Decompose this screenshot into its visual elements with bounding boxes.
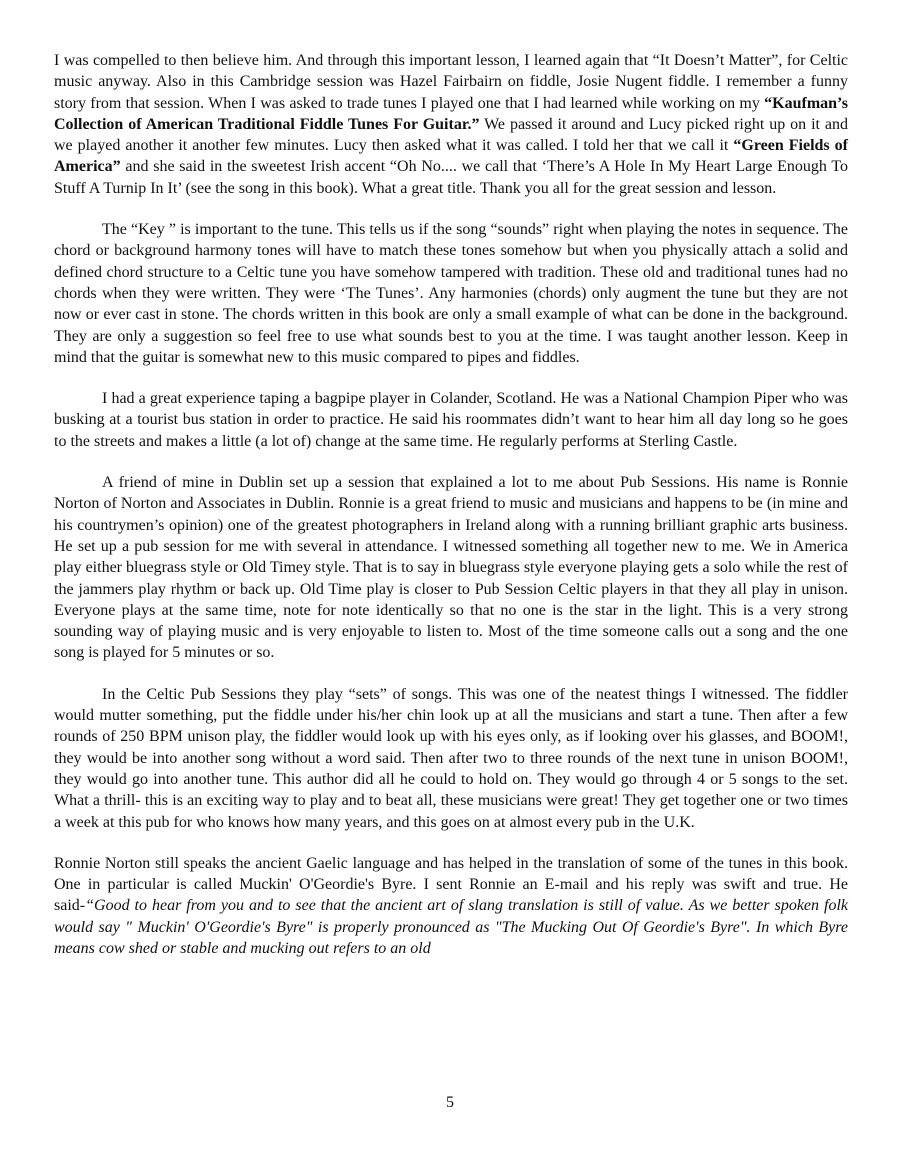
paragraph-1-text-b: We passed it around and Lucy picked right up on it and we played another it another few minutes. Lucy then asked what it was called. I told her that we call it: [54, 115, 848, 155]
book-title-bold: “Kaufman’s Collection of American Traditional Fiddle Tunes For Guitar.”: [54, 94, 848, 133]
email-quote-italic: “Good to hear from you and to see that the ancient art of slang translation is still of value. As we better spoken folk would say " Muckin' O'Geordie's Byre" is properly pronounced as "The Mucking Out Of Geordie's Byre". In which Byre means cow shed or stable and mucking out refers to an old: [54, 897, 848, 957]
tune-title-bold: “Green Fields of America”: [54, 137, 849, 176]
paragraph-1: [54, 50, 848, 199]
paragraph-4: A friend of mine in Dublin set up a session that explained a lot to me about Pub Sessions. His name is Ronnie Norton of Norton and Associates in Dublin. Ronnie is a great friend to music and musicians and happens to be (in mine and his countrymen’s opinion) one of the greatest photographers in Ireland along with a running brilliant graphic arts business. He set up a pub session for me with several in attendance. I witnessed something all together new to me. We in America play either bluegrass style or Old Timey style. That is to say in bluegrass style everyone playing gets a solo while the rest of the jammers play rhythm or back up. Old Time play is closer to Pub Session Celtic players in that they all play in unison. Everyone plays at the same time, note for note identically so that no one is the star in the light. This is a very strong sounding way of playing music and is very enjoyable to listen to. Most of the time someone calls out a song and the one song is played for 5 minutes or so.: [54, 474, 848, 662]
page-number: 5: [446, 1094, 454, 1111]
paragraph-3: I had a great experience taping a bagpipe player in Colander, Scotland. He was a National Champion Piper who was busking at a tourist bus station in order to practice. He said his roommates didn’t want to hear him all day long so he goes to the streets and makes a little (a lot of) change at the same time. He regularly performs at Sterling Castle.: [54, 390, 848, 450]
document-body: [54, 50, 848, 979]
paragraph-6: [54, 853, 848, 959]
paragraph-5: In the Celtic Pub Sessions they play “sets” of songs. This was one of the neatest things I witnessed. The fiddler would mutter something, put the fiddle under his/her chin look up at all the musicians and start a tune. Then after a few rounds of 250 BPM unison play, the fiddler would look up with his eyes only, as if looking over his glasses, and BOOM!, they would be into another song without a word said. Then after two to three rounds of the next tune in unison BOOM!, they would go into another tune. This author did all he could to hold on. They would go through 4 or 5 songs to the set. What a thrill- this is an exciting way to play and to beat all, these musicians were great! They get together one or two times a week at this pub for who knows how many years, and this goes on at almost every pub in the U.K.: [54, 685, 848, 831]
paragraph-1-text-a: I was compelled to then believe him. And through this important lesson, I learned again that “It Doesn’t Matter”, for Celtic music anyway. Also in this Cambridge session was Hazel Fairbairn on fiddle, Josie Nugent fiddle. I remember a funny story from that session. When I was asked to trade tunes I played one that I had learned while working on my: [54, 52, 848, 112]
paragraph-6-text: Ronnie Norton still speaks the ancient Gaelic language and has helped in the translation of some of the tunes in this book. One in particular is called Muckin' O'Geordie's Byre. I sent Ronnie an E-mail and his reply was swift and true. He said-: [54, 854, 848, 915]
paragraph-1-text-c: and she said in the sweetest Irish accent “Oh No.... we call that ‘There’s A Hole In My Heart Large Enough To Stuff A Turnip In It’ (see the song in this book). What a great title. Thank you all for the great session and lesson.: [54, 158, 848, 197]
paragraph-2: The “Key ” is important to the tune. This tells us if the song “sounds” right when playing the notes in sequence. The chord or background harmony tones will have to match these tones somehow but when you physically attach a solid and defined chord structure to a Celtic tune you have somehow tampered with tradition. These old and traditional tunes had no chords when they were written. They were ‘The Tunes’. Any harmonies (chords) only augment the tune but they are not now or ever cast in stone. The chords written in this book are only a small example of what can be done in the background. They are only a suggestion so feel free to use what sounds best to you at the time. I was taught another lesson. Keep in mind that the guitar is somewhat new to this music compared to pipes and fiddles.: [54, 221, 848, 366]
